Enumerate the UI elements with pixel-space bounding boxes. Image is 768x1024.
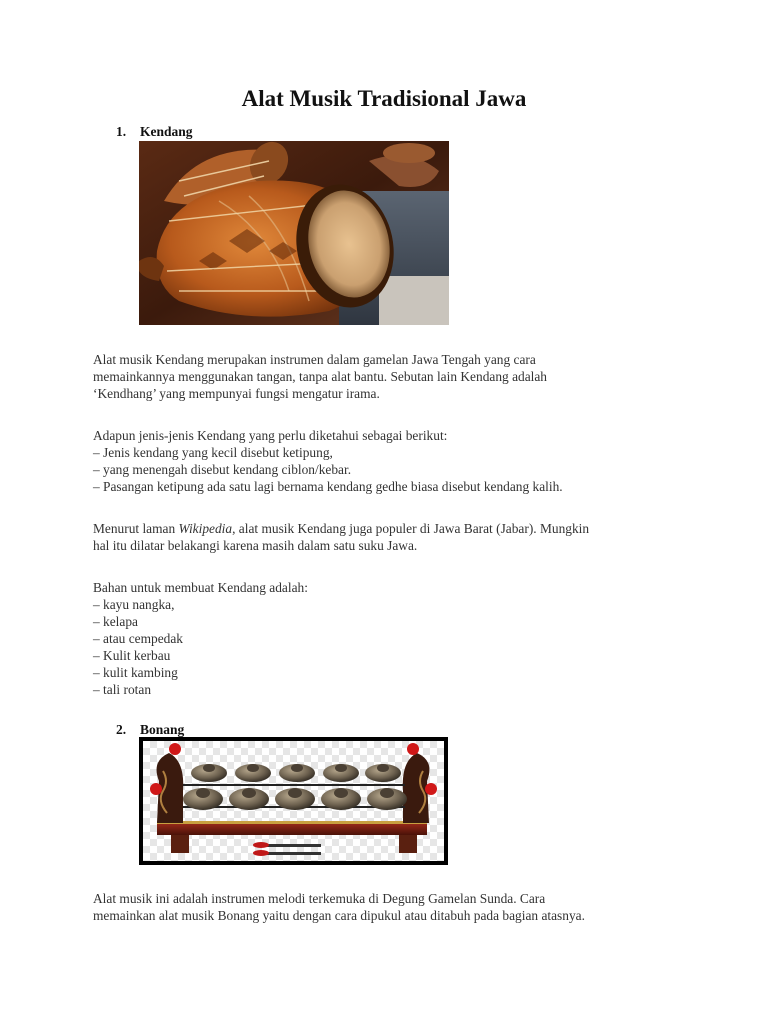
text-run: , alat musik Kendang juga populer di Jawa Barat (Jabar). Mungkin <box>232 521 590 536</box>
text-line: ‘Kendhang’ yang mempunyai fungsi mengatur irama. <box>93 386 380 401</box>
list-item: – Kulit kerbau <box>93 648 171 663</box>
bonang-image-canvas <box>143 741 444 861</box>
list-item: – kulit kambing <box>93 665 178 680</box>
list-item: – kelapa <box>93 614 138 629</box>
kendang-image <box>139 141 449 325</box>
page-title: Alat Musik Tradisional Jawa <box>241 86 527 111</box>
text-line: hal itu dilatar belakangi karena masih dalam satu suku Jawa. <box>93 538 418 553</box>
list-item: – yang menengah disebut kendang ciblon/kebar. <box>93 462 352 477</box>
list-number: 2. <box>116 722 127 737</box>
text-line <box>93 520 693 537</box>
text-line: Alat musik Kendang merupakan instrumen dalam gamelan Jawa Tengah yang cara <box>93 352 536 367</box>
list-item: – Jenis kendang yang kecil disebut ketipung, <box>93 445 333 460</box>
list-item: – tali rotan <box>93 682 152 697</box>
heading-label: Kendang <box>140 124 193 139</box>
paragraph-kendang-types <box>93 427 693 495</box>
list-item: – Pasangan ketipung ada satu lagi bernama kendang gedhe biasa disebut kendang kalih. <box>93 479 563 494</box>
list-item: – atau cempedak <box>93 631 183 646</box>
paragraph-kendang-materials <box>93 579 693 698</box>
paragraph-bonang-description <box>93 890 693 924</box>
text-line: Adapun jenis-jenis Kendang yang perlu diketahui sebagai berikut: <box>93 428 448 443</box>
paragraph-kendang-wikipedia <box>93 520 693 554</box>
text-line: memainkan alat musik Bonang yaitu dengan cara dipukul atau ditabuh pada bagian atasnya. <box>93 908 585 923</box>
section-heading-bonang <box>116 722 184 738</box>
text-run: Menurut laman <box>93 521 179 536</box>
section-heading-kendang <box>116 124 193 140</box>
text-line: Alat musik ini adalah instrumen melodi terkemuka di Degung Gamelan Sunda. Cara <box>93 891 546 906</box>
text-line: Bahan untuk membuat Kendang adalah: <box>93 580 308 595</box>
list-number: 1. <box>116 124 127 139</box>
bonang-image <box>139 737 448 865</box>
wikipedia-reference: Wikipedia <box>178 521 233 536</box>
heading-label: Bonang <box>140 722 185 737</box>
text-line: memainkannya menggunakan tangan, tanpa alat bantu. Sebutan lain Kendang adalah <box>93 369 548 384</box>
paragraph-kendang-intro <box>93 351 693 402</box>
list-item: – kayu nangka, <box>93 597 175 612</box>
